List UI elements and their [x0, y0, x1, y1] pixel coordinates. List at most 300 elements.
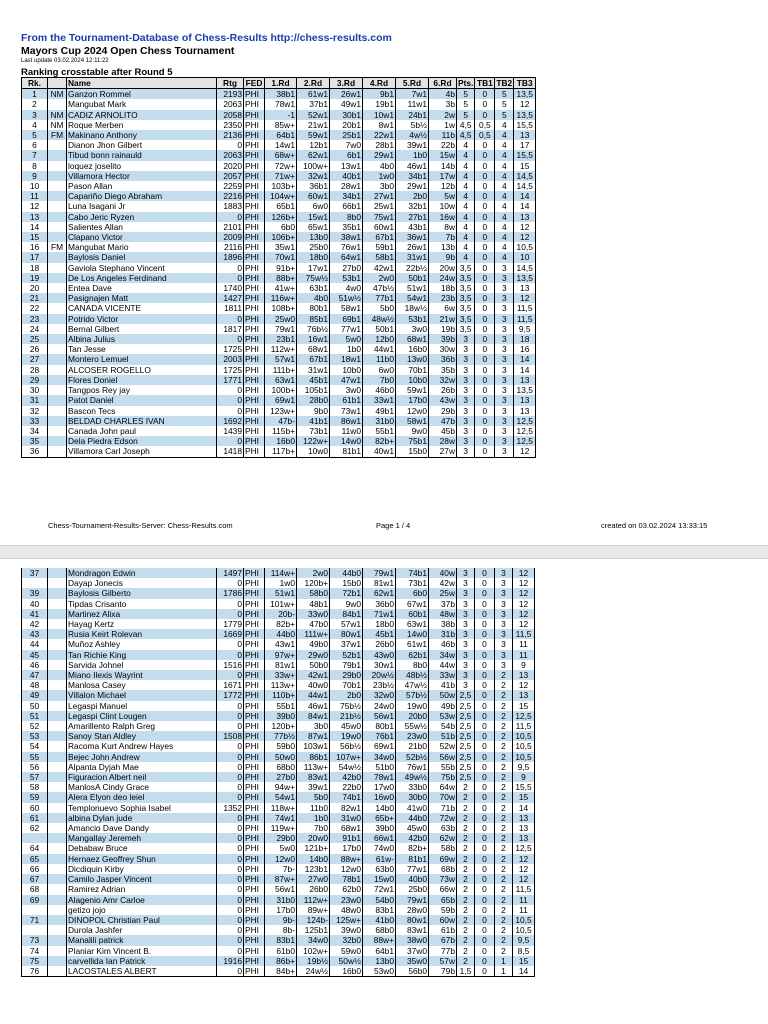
cell-tb3: 11: [513, 895, 535, 905]
cell-round-3: 2b0: [330, 690, 363, 700]
cell-round-4: 79w1: [363, 568, 396, 578]
table-row: [22, 130, 536, 140]
table-row: [22, 895, 535, 905]
cell-round-2: 83w1: [297, 772, 330, 782]
cell-round-6: 43w: [429, 395, 457, 405]
cell-tb2: 3: [495, 375, 514, 385]
cell-tb1: 0: [475, 935, 495, 945]
cell-rating: 0: [217, 406, 244, 416]
cell-round-5: 55w½: [396, 721, 429, 731]
cell-round-6: 72w: [429, 813, 457, 823]
cell-round-5: 16b0: [396, 344, 429, 354]
cell-round-3: 78b1: [330, 874, 363, 884]
cell-round-3: 17b0: [330, 843, 363, 853]
cell-round-1: 1w0: [265, 578, 297, 588]
cell-points: 4: [457, 212, 475, 222]
cell-points: 3: [457, 446, 475, 457]
cell-round-5: 18w½: [396, 303, 429, 313]
cell-title: [48, 568, 67, 578]
cell-tb3: 14,5: [514, 263, 536, 273]
table-row: [22, 639, 535, 649]
cell-round-3: 84b1: [330, 609, 363, 619]
cell-round-3: 25b1: [330, 130, 363, 140]
table-row: [22, 406, 536, 416]
cell-tb2: 4: [495, 222, 514, 232]
column-header-round-1: 1.Rd: [265, 78, 297, 89]
cell-tb2: 3: [495, 436, 514, 446]
cell-round-2: 42w1: [297, 670, 330, 680]
cell-title: [48, 263, 67, 273]
cell-round-1: 12w0: [265, 854, 297, 864]
cell-rating: 2193: [217, 89, 244, 100]
cell-round-6: 42w: [429, 578, 457, 588]
cell-tb1: 0: [475, 395, 495, 405]
cell-rating: 0: [217, 813, 244, 823]
cell-round-4: 76b1: [363, 731, 396, 741]
cell-points: 3: [457, 650, 475, 660]
cell-name: Gaviola Stephano Vincent: [67, 263, 217, 273]
cell-federation: PHI: [244, 99, 265, 109]
cell-round-1: 50w0: [265, 752, 297, 762]
cell-tb1: 0: [475, 140, 495, 150]
cell-rating: 0: [217, 212, 244, 222]
cell-points: 3: [457, 416, 475, 426]
cell-name: albina Dylan jude: [67, 813, 217, 823]
cell-tb3: 13,5: [514, 110, 536, 120]
cell-round-5: 58w1: [396, 416, 429, 426]
cell-name: Mangubat Mark: [67, 99, 217, 109]
cell-federation: PHI: [244, 283, 265, 293]
table-row: [22, 365, 536, 375]
cell-round-5: 68w1: [396, 334, 429, 344]
cell-round-6: 20w: [429, 263, 457, 273]
cell-federation: PHI: [244, 89, 265, 100]
cell-tb1: 0: [475, 212, 495, 222]
cell-name: Ganzon Rommel: [67, 89, 217, 100]
cell-round-3: 26w1: [330, 89, 363, 100]
cell-tb1: 0: [475, 181, 495, 191]
cell-round-5: 30b0: [396, 792, 429, 802]
cell-round-6: 19b: [429, 324, 457, 334]
cell-tb3: 11,5: [514, 314, 536, 324]
cell-federation: PHI: [244, 578, 265, 588]
cell-round-6: 37b: [429, 599, 457, 609]
cell-tb3: 15: [513, 701, 535, 711]
table-row: [22, 375, 536, 385]
cell-tb2: 2: [495, 721, 513, 731]
cell-round-3: 58w1: [330, 303, 363, 313]
cell-rank: 4: [22, 120, 48, 130]
cell-federation: PHI: [244, 670, 265, 680]
table-row: [22, 782, 535, 792]
cell-rating: 2101: [217, 222, 244, 232]
cell-round-6: 49b: [429, 701, 457, 711]
cell-rating: 1352: [217, 803, 244, 813]
cell-points: 4: [457, 232, 475, 242]
cell-rating: 1786: [217, 588, 244, 598]
cell-tb3: 12: [514, 222, 536, 232]
cell-round-3: 42b0: [330, 772, 363, 782]
cell-round-3: 70b1: [330, 680, 363, 690]
cell-points: 2,5: [457, 690, 475, 700]
cell-rank: 19: [22, 273, 48, 283]
cell-name: DINOPOL Christian Paul: [67, 915, 217, 925]
cell-round-5: 50b1: [396, 273, 429, 283]
cell-rank: 31: [22, 395, 48, 405]
cell-points: 3: [457, 375, 475, 385]
cell-round-1: 106b+: [265, 232, 297, 242]
cell-tb3: 11,5: [513, 629, 535, 639]
cell-tb1: 0: [475, 242, 495, 252]
cell-tb3: 12,5: [513, 711, 535, 721]
cell-tb2: 3: [495, 303, 514, 313]
table-row: [22, 89, 536, 100]
cell-tb3: 13: [514, 130, 536, 140]
cell-points: 5: [457, 110, 475, 120]
cell-round-4: 61w-: [363, 854, 396, 864]
cell-round-6: 25w: [429, 588, 457, 598]
cell-round-6: 34w: [429, 650, 457, 660]
cell-points: 4: [457, 222, 475, 232]
cell-round-6: 62w: [429, 833, 457, 843]
cell-rating: 2057: [217, 171, 244, 181]
cell-rating: 0: [217, 864, 244, 874]
cell-round-1: 14w1: [265, 140, 297, 150]
cell-tb3: 13: [514, 375, 536, 385]
cell-rank: 57: [22, 772, 48, 782]
cell-name: Racoma Kurt Andrew Hayes: [67, 741, 217, 751]
cell-points: 2: [457, 782, 475, 792]
cell-tb3: 14: [514, 354, 536, 364]
cell-federation: PHI: [244, 110, 265, 120]
cell-round-4: 43w0: [363, 650, 396, 660]
column-header-round-6: 6.Rd: [429, 78, 457, 89]
cell-round-6: 63b: [429, 823, 457, 833]
cell-federation: PHI: [244, 334, 265, 344]
cell-round-3: 53b1: [330, 273, 363, 283]
cell-round-2: 5b0: [297, 792, 330, 802]
cell-tb3: 12: [514, 446, 536, 457]
table-row: [22, 140, 536, 150]
cell-title: [48, 925, 67, 935]
table-row: [22, 772, 535, 782]
cell-points: 4: [457, 181, 475, 191]
cell-round-6: 12b: [429, 181, 457, 191]
cell-tb3: 10,5: [513, 741, 535, 751]
cell-round-5: 63w1: [396, 619, 429, 629]
cell-tb3: 13: [513, 833, 535, 843]
column-header-federation: FED: [244, 78, 265, 89]
cell-round-2: 84w1: [297, 711, 330, 721]
cell-title: [48, 273, 67, 283]
cell-round-4: 14b0: [363, 803, 396, 813]
column-header-title: [48, 78, 67, 89]
table-row: [22, 670, 535, 680]
cell-title: FM: [48, 130, 67, 140]
cell-tb1: 0: [475, 813, 495, 823]
cell-points: 3,5: [457, 314, 475, 324]
cell-round-5: 39w1: [396, 140, 429, 150]
cell-rating: 0: [217, 966, 244, 977]
cell-tb3: 15,5: [513, 782, 535, 792]
cell-name: LACOSTALES ALBERT: [67, 966, 217, 977]
cell-tb3: 11,5: [513, 884, 535, 894]
cell-rank: 13: [22, 212, 48, 222]
cell-round-3: 9w0: [330, 599, 363, 609]
cell-round-1: 56w1: [265, 884, 297, 894]
cell-title: [48, 406, 67, 416]
cell-round-5: 48b½: [396, 670, 429, 680]
cell-title: [48, 416, 67, 426]
cell-round-3: 91b1: [330, 833, 363, 843]
cell-round-6: 47b: [429, 416, 457, 426]
cell-rank: 58: [22, 782, 48, 792]
cell-round-4: 2w0: [363, 273, 396, 283]
cell-federation: PHI: [244, 905, 265, 915]
table-row: [22, 171, 536, 181]
table-row: [22, 293, 536, 303]
cell-round-3: 14w0: [330, 436, 363, 446]
cell-rank: 52: [22, 721, 48, 731]
cell-title: [48, 293, 67, 303]
cell-title: [48, 803, 67, 813]
cell-points: 3: [457, 354, 475, 364]
cell-round-1: 103b+: [265, 181, 297, 191]
cell-tb2: 2: [495, 946, 513, 956]
cell-tb2: 2: [495, 854, 513, 864]
cell-name: Martinez Alixa: [67, 609, 217, 619]
cell-tb1: 0: [475, 701, 495, 711]
cell-round-3: 56b½: [330, 741, 363, 751]
cell-round-2: 47b0: [297, 619, 330, 629]
cell-round-1: 63w1: [265, 375, 297, 385]
cell-round-4: 53w0: [363, 966, 396, 977]
cell-tb3: 16: [514, 344, 536, 354]
cell-tb3: 10,5: [514, 242, 536, 252]
cell-round-4: 63b0: [363, 864, 396, 874]
cell-title: [48, 741, 67, 751]
cell-tb2: 2: [495, 833, 513, 843]
cell-round-3: 66b1: [330, 201, 363, 211]
cell-federation: PHI: [244, 701, 265, 711]
cell-round-5: 41w0: [396, 803, 429, 813]
cell-name: Clapano Victor: [67, 232, 217, 242]
cell-rank: 46: [22, 660, 48, 670]
cell-round-3: 4w0: [330, 283, 363, 293]
cell-points: 2: [457, 792, 475, 802]
cell-rank: 17: [22, 252, 48, 262]
cell-round-6: 53w: [429, 711, 457, 721]
cell-federation: PHI: [244, 446, 265, 457]
cell-rating: 0: [217, 711, 244, 721]
header-row: [22, 78, 536, 89]
cell-name: ManlosA Cindy Grace: [67, 782, 217, 792]
cell-rank: 56: [22, 762, 48, 772]
cell-rating: 2063: [217, 150, 244, 160]
cell-tb3: 12: [513, 588, 535, 598]
cell-rating: 0: [217, 395, 244, 405]
cell-federation: PHI: [244, 925, 265, 935]
cell-round-3: 3w0: [330, 385, 363, 395]
cell-points: 2: [457, 813, 475, 823]
cell-tb2: 2: [495, 741, 513, 751]
cell-tb2: 2: [495, 895, 513, 905]
cell-round-1: 31b0: [265, 895, 297, 905]
cell-round-2: 46w1: [297, 701, 330, 711]
cell-federation: PHI: [244, 884, 265, 894]
cell-round-1: 29b0: [265, 833, 297, 843]
cell-round-4: 30w1: [363, 660, 396, 670]
cell-points: 3: [457, 385, 475, 395]
cell-tb3: 12: [513, 680, 535, 690]
cell-round-1: 118w+: [265, 803, 297, 813]
cell-tb1: 0: [475, 354, 495, 364]
table-row: [22, 416, 536, 426]
cell-title: [48, 375, 67, 385]
cell-rank: 69: [22, 895, 48, 905]
cell-title: [48, 426, 67, 436]
cell-points: 3: [457, 436, 475, 446]
cell-rank: 62: [22, 823, 48, 833]
cell-rank: [22, 578, 48, 588]
cell-round-6: 77b: [429, 946, 457, 956]
cell-round-2: 6w0: [297, 201, 330, 211]
cell-round-3: 69b1: [330, 314, 363, 324]
cell-rank: 60: [22, 803, 48, 813]
cell-round-2: 103w1: [297, 741, 330, 751]
column-header-rating: Rtg: [217, 78, 244, 89]
cell-rating: 0: [217, 823, 244, 833]
cell-tb3: 12: [513, 619, 535, 629]
cell-round-5: 67w1: [396, 599, 429, 609]
cell-round-6: 54b: [429, 721, 457, 731]
cell-rank: 33: [22, 416, 48, 426]
cell-tb1: 0: [475, 232, 495, 242]
cell-name: Figuracion Albert neil: [67, 772, 217, 782]
table-row: [22, 660, 535, 670]
cell-federation: PHI: [244, 772, 265, 782]
cell-round-1: 82b+: [265, 619, 297, 629]
cell-tb2: 3: [495, 446, 514, 457]
cell-title: [48, 905, 67, 915]
cell-round-5: 7w1: [396, 89, 429, 100]
cell-tb2: 3: [495, 588, 513, 598]
cell-name: Dela Piedra Edson: [67, 436, 217, 446]
cell-round-5: 74b1: [396, 568, 429, 578]
cell-tb3: 12,5: [514, 426, 536, 436]
cell-round-1: 9b-: [265, 915, 297, 925]
cell-rank: 21: [22, 293, 48, 303]
cell-tb3: 14: [514, 365, 536, 375]
cell-round-6: 2w: [429, 110, 457, 120]
cell-points: 2,5: [457, 772, 475, 782]
cell-federation: PHI: [244, 375, 265, 385]
cell-federation: PHI: [244, 436, 265, 446]
cell-round-4: 19b1: [363, 99, 396, 109]
cell-rank: 53: [22, 731, 48, 741]
cell-round-1: -1: [265, 110, 297, 120]
cell-round-3: 48w0: [330, 905, 363, 915]
cell-title: [48, 212, 67, 222]
cell-points: 2: [457, 843, 475, 853]
cell-points: 4,5: [457, 130, 475, 140]
cell-federation: PHI: [244, 588, 265, 598]
table-row: [22, 181, 536, 191]
cell-title: [48, 752, 67, 762]
cell-tb1: 0: [475, 252, 495, 262]
cell-round-5: 32b1: [396, 201, 429, 211]
cell-title: [48, 171, 67, 181]
cell-round-4: 75w1: [363, 212, 396, 222]
cell-name: Luna Isagani Jr: [67, 201, 217, 211]
cell-round-5: 5b½: [396, 120, 429, 130]
cell-round-3: 10b0: [330, 365, 363, 375]
cell-name: Mangubat Mario: [67, 242, 217, 252]
cell-rating: 0: [217, 874, 244, 884]
cell-round-1: 23b1: [265, 334, 297, 344]
cell-federation: PHI: [244, 324, 265, 334]
cell-title: [48, 365, 67, 375]
cell-title: FM: [48, 242, 67, 252]
cell-tb2: 4: [495, 171, 514, 181]
cell-name: Pasignajen Matt: [67, 293, 217, 303]
cell-tb3: 9,5: [513, 935, 535, 945]
table-row: [22, 619, 535, 629]
cell-name: Canada John paul: [67, 426, 217, 436]
cell-round-2: 21w1: [297, 120, 330, 130]
cell-rating: 0: [217, 599, 244, 609]
cell-rank: 20: [22, 283, 48, 293]
cell-tb2: 5: [495, 99, 514, 109]
cell-round-4: 33w1: [363, 395, 396, 405]
cell-rank: 35: [22, 436, 48, 446]
cell-rating: 1771: [217, 375, 244, 385]
cell-title: [48, 956, 67, 966]
cell-points: 2: [457, 905, 475, 915]
cell-round-4: 16w0: [363, 792, 396, 802]
source-link[interactable]: From the Tournament-Database of Chess-Results http://chess-results.com: [21, 32, 392, 44]
cell-title: [48, 303, 67, 313]
cell-rank: 26: [22, 344, 48, 354]
cell-rating: 2063: [217, 99, 244, 109]
cell-rank: 18: [22, 263, 48, 273]
cell-round-3: 68w1: [330, 823, 363, 833]
cell-round-3: 8b0: [330, 212, 363, 222]
cell-round-1: 39b0: [265, 711, 297, 721]
cell-round-3: 47w1: [330, 375, 363, 385]
cell-round-4: 66w1: [363, 833, 396, 843]
cell-tb2: 3: [495, 660, 513, 670]
cell-rating: 1692: [217, 416, 244, 426]
cell-rank: 65: [22, 854, 48, 864]
cell-round-2: 3b0: [297, 721, 330, 731]
cell-rating: 1725: [217, 365, 244, 375]
cell-rating: 0: [217, 915, 244, 925]
cell-round-4: 15w0: [363, 874, 396, 884]
cell-round-1: 81w1: [265, 660, 297, 670]
cell-tb2: 2: [495, 782, 513, 792]
cell-round-3: 39w0: [330, 925, 363, 935]
last-update: Last update 03.02.2024 12:11:22: [21, 58, 109, 64]
cell-rating: 0: [217, 670, 244, 680]
cell-round-2: 44w1: [297, 690, 330, 700]
cell-tb2: 3: [495, 629, 513, 639]
cell-name: Baylosis Daniel: [67, 252, 217, 262]
cell-name: Bejec John Andrew: [67, 752, 217, 762]
cell-name: Dianon Jhon Gilbert: [67, 140, 217, 150]
cell-rank: 68: [22, 884, 48, 894]
cell-round-1: 123w+: [265, 406, 297, 416]
